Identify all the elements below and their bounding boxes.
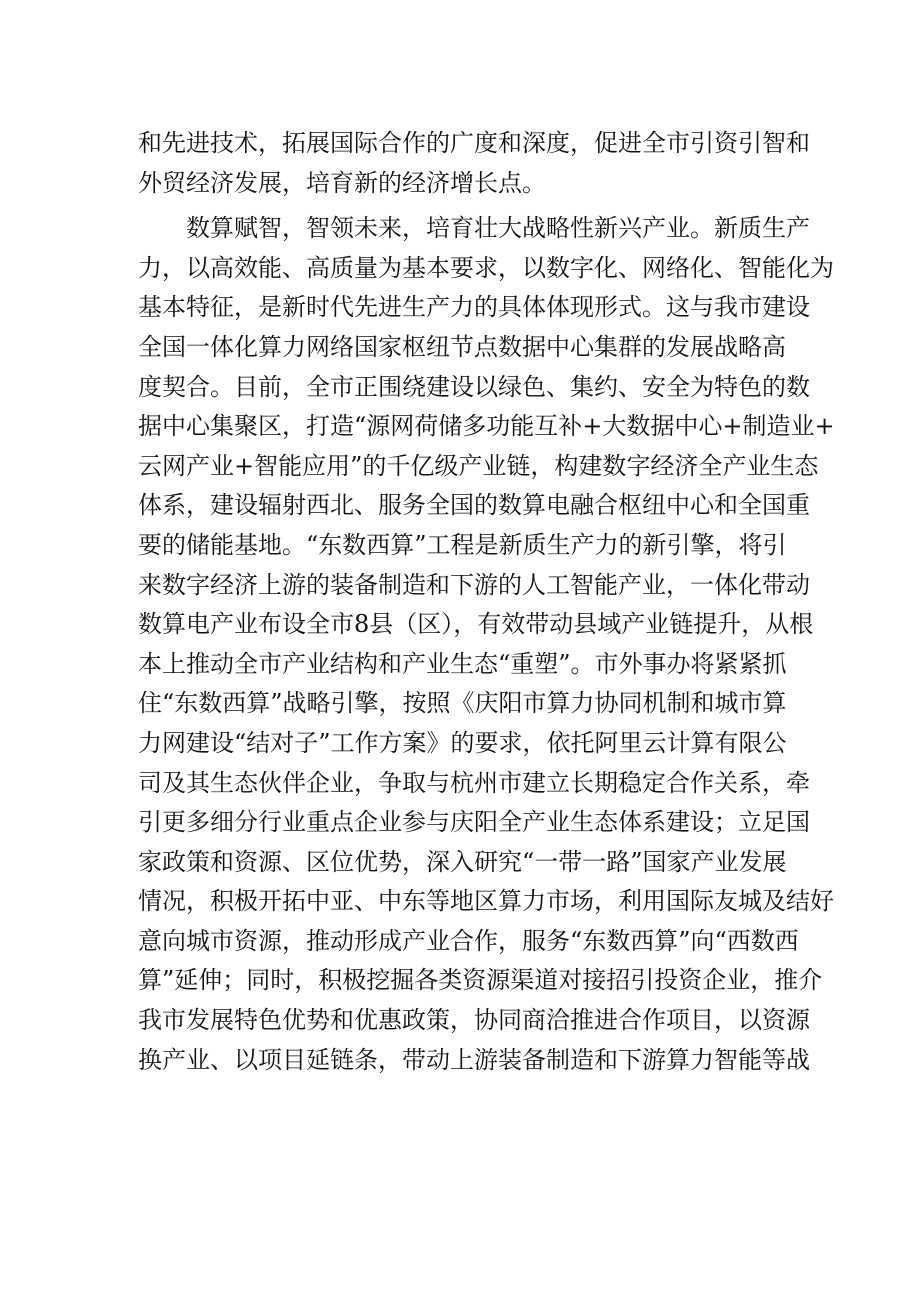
text-line: 司及其生态伙伴企业，争取与杭州市建立长期稳定合作关系，牵 [138, 768, 810, 797]
text-line: 我市发展特色优势和优惠政策，协同商洽推进合作项目，以资源 [138, 1006, 810, 1035]
text-line: 力，以高效能、高质量为基本要求，以数字化、网络化、智能化为 [138, 253, 834, 282]
text-line: 意向城市资源，推动形成产业合作，服务“东数西算”向“西数西 [138, 926, 799, 955]
text-line: 据中心集聚区，打造“源网荷储多功能互补+大数据中心+制造业+ [138, 412, 835, 441]
text-line: 云网产业+智能应用”的千亿级产业链，构建数字经济全产业生态 [138, 451, 819, 480]
text-line: 全国一体化算力网络国家枢纽节点数据中心集群的发展战略高 [138, 332, 786, 361]
text-line: 引更多细分行业重点企业参与庆阳全产业生态体系建设；立足国 [138, 808, 810, 837]
text-line: 来数字经济上游的装备制造和下游的人工智能产业，一体化带动 [138, 570, 810, 599]
text-line: 和先进技术，拓展国际合作的广度和深度，促进全市引资引智和 [138, 129, 810, 157]
text-line: 力网建设“结对子”工作方案》的要求，依托阿里云计算有限公 [138, 728, 787, 757]
text-line: 住“东数西算”战略引擎，按照《庆阳市算力协同机制和城市算 [138, 689, 787, 718]
text-line: 外贸经济发展，培育新的经济增长点。 [138, 168, 546, 197]
paragraph-first-line: 数算赋智，智领未来，培育壮大战略性新兴产业。新质生产 [186, 214, 810, 243]
text-line: 算”延伸；同时，积极挖掘各类资源渠道对接招引投资企业，推介 [138, 966, 823, 995]
text-line: 家政策和资源、区位优势，深入研究“一带一路”国家产业发展 [138, 847, 787, 876]
text-line: 换产业、以项目延链条，带动上游装备制造和下游算力智能等战 [138, 1045, 810, 1074]
text-line: 本上推动全市产业结构和产业生态“重塑”。市外事办将紧紧抓 [138, 649, 787, 678]
text-line: 体系，建设辐射西北、服务全国的数算电融合枢纽中心和全国重 [138, 491, 810, 520]
text-line: 数算电产业布设全市8县（区），有效带动县域产业链提升，从根 [138, 610, 814, 639]
text-line: 基本特征，是新时代先进生产力的具体体现形式。这与我市建设 [138, 293, 810, 322]
body-text [138, 124, 835, 1080]
text-line: 要的储能基地。“东数西算”工程是新质生产力的新引擎，将引 [138, 530, 787, 559]
text-line: 度契合。目前，全市正围绕建设以绿色、集约、安全为特色的数 [138, 372, 810, 401]
text-line: 情况，积极开拓中亚、中东等地区算力市场，利用国际友城及结好 [138, 887, 834, 916]
